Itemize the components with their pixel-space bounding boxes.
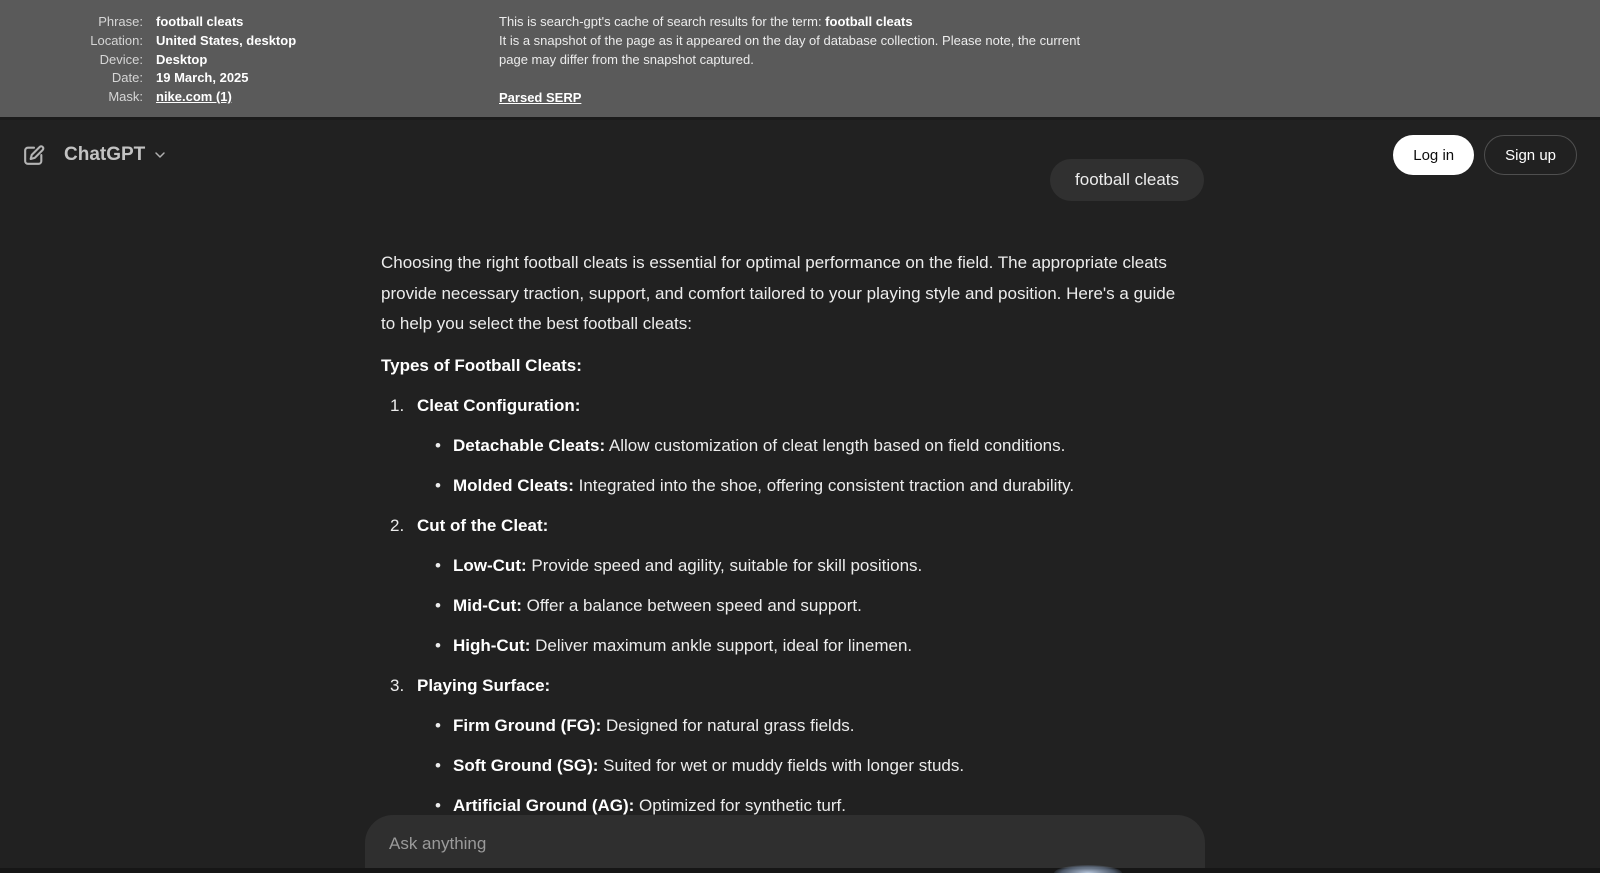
bullet-label: Detachable Cleats: bbox=[453, 435, 606, 455]
bullet-label: High-Cut: bbox=[453, 635, 531, 655]
numbered-item bbox=[381, 672, 1192, 700]
bullet-label: Artificial Ground (AG): bbox=[453, 795, 635, 815]
prompt-input[interactable] bbox=[365, 815, 1205, 854]
new-chat-button[interactable] bbox=[14, 136, 52, 174]
cache-notice-body: It is a snapshot of the page as it appeared on the day of database collection. Please note, the current page may differ from the snapshot captured. bbox=[499, 32, 1081, 67]
bullet-text: Mid-Cut: Offer a balance between speed and support. bbox=[453, 595, 862, 615]
chevron-down-icon bbox=[152, 147, 168, 163]
model-switcher[interactable] bbox=[64, 144, 168, 166]
assistant-message bbox=[381, 248, 1192, 820]
brand-label: ChatGPT bbox=[64, 144, 146, 165]
cache-field-value: football cleats bbox=[156, 14, 244, 29]
section-heading: Types of Football Cleats: bbox=[381, 355, 582, 375]
bullet-icon: • bbox=[435, 635, 441, 655]
cache-field-label: Phrase: bbox=[98, 14, 143, 29]
bullet-text: Firm Ground (FG): Designed for natural grass fields. bbox=[453, 715, 855, 735]
bottom-edge-strip bbox=[0, 868, 1600, 873]
login-button[interactable]: Log in bbox=[1393, 135, 1474, 175]
bullet-item bbox=[381, 592, 1192, 620]
bullet-item bbox=[381, 712, 1192, 740]
bullet-label: Mid-Cut: bbox=[453, 595, 522, 615]
cache-notice bbox=[499, 13, 1099, 69]
bullet-item bbox=[381, 632, 1192, 660]
bullet-icon: • bbox=[435, 595, 441, 615]
bullet-item bbox=[381, 752, 1192, 780]
bullet-label: Firm Ground (FG): bbox=[453, 715, 602, 735]
numbered-item bbox=[381, 392, 1192, 420]
cache-notice-prefix: This is search-gpt's cache of search results for the term: bbox=[499, 14, 826, 29]
cache-field-value: Desktop bbox=[156, 51, 208, 67]
bullet-label: Soft Ground (SG): bbox=[453, 755, 599, 775]
compose-icon bbox=[21, 143, 46, 168]
cache-header bbox=[0, 0, 1600, 120]
bullet-label: Molded Cleats: bbox=[453, 475, 574, 495]
cache-notice-term: football cleats bbox=[825, 14, 913, 29]
item-number: 1. bbox=[390, 395, 405, 415]
cache-field-label: Date: bbox=[111, 70, 143, 86]
numbered-item bbox=[381, 512, 1192, 540]
bullet-label: Low-Cut: bbox=[453, 555, 527, 575]
bullet-text: Artificial Ground (AG): Optimized for synthetic turf. bbox=[453, 795, 846, 815]
cache-field-label: Location: bbox=[90, 32, 143, 48]
bullet-icon: • bbox=[435, 795, 441, 815]
item-title: Playing Surface: bbox=[417, 675, 551, 695]
bullet-icon: • bbox=[435, 475, 441, 495]
bullet-text: Molded Cleats: Integrated into the shoe, offering consistent traction and durability. bbox=[453, 475, 1075, 495]
bullet-icon: • bbox=[435, 715, 441, 735]
cache-field-label: Device: bbox=[99, 51, 143, 67]
numbered-list bbox=[381, 392, 1192, 820]
parsed-serp-link[interactable]: Parsed SERP bbox=[499, 90, 582, 105]
cache-field-value: 19 March, 2025 bbox=[156, 70, 249, 86]
assistant-intro: Choosing the right football cleats is essential for optimal performance on the field. The appropriate cleats provide necessary traction, support, and comfort tailored to your playing style and position. Here's a guide to help you select the best football cleats: bbox=[381, 253, 1176, 333]
cache-field-value bbox=[156, 88, 296, 107]
cache-fields bbox=[0, 13, 296, 107]
bullet-icon: • bbox=[435, 555, 441, 575]
bullet-text: Soft Ground (SG): Suited for wet or muddy fields with longer studs. bbox=[453, 755, 965, 775]
signup-button[interactable]: Sign up bbox=[1484, 135, 1577, 175]
bullet-text: Low-Cut: Provide speed and agility, suitable for skill positions. bbox=[453, 555, 923, 575]
cache-field-label: Mask: bbox=[108, 89, 143, 105]
bullet-icon: • bbox=[435, 435, 441, 455]
bullet-icon: • bbox=[435, 755, 441, 775]
chat-topbar bbox=[0, 123, 1600, 187]
item-title: Cut of the Cleat: bbox=[417, 515, 549, 535]
bullet-text: High-Cut: Deliver maximum ankle support, ideal for linemen. bbox=[453, 635, 913, 655]
mask-link[interactable]: nike.com (1) bbox=[156, 89, 232, 105]
bullet-item bbox=[381, 472, 1192, 500]
bullet-item bbox=[381, 552, 1192, 580]
bullet-text: Detachable Cleats: Allow customization of cleat length based on field conditions. bbox=[453, 435, 1066, 455]
item-title: Cleat Configuration: bbox=[417, 395, 581, 415]
item-number: 3. bbox=[390, 675, 405, 695]
item-number: 2. bbox=[390, 515, 405, 535]
user-message-bubble: football cleats bbox=[1050, 159, 1204, 201]
chat-area bbox=[0, 123, 1600, 873]
bullet-item bbox=[381, 432, 1192, 460]
cache-field-value: United States, desktop bbox=[156, 32, 297, 48]
conversation bbox=[381, 159, 1192, 820]
